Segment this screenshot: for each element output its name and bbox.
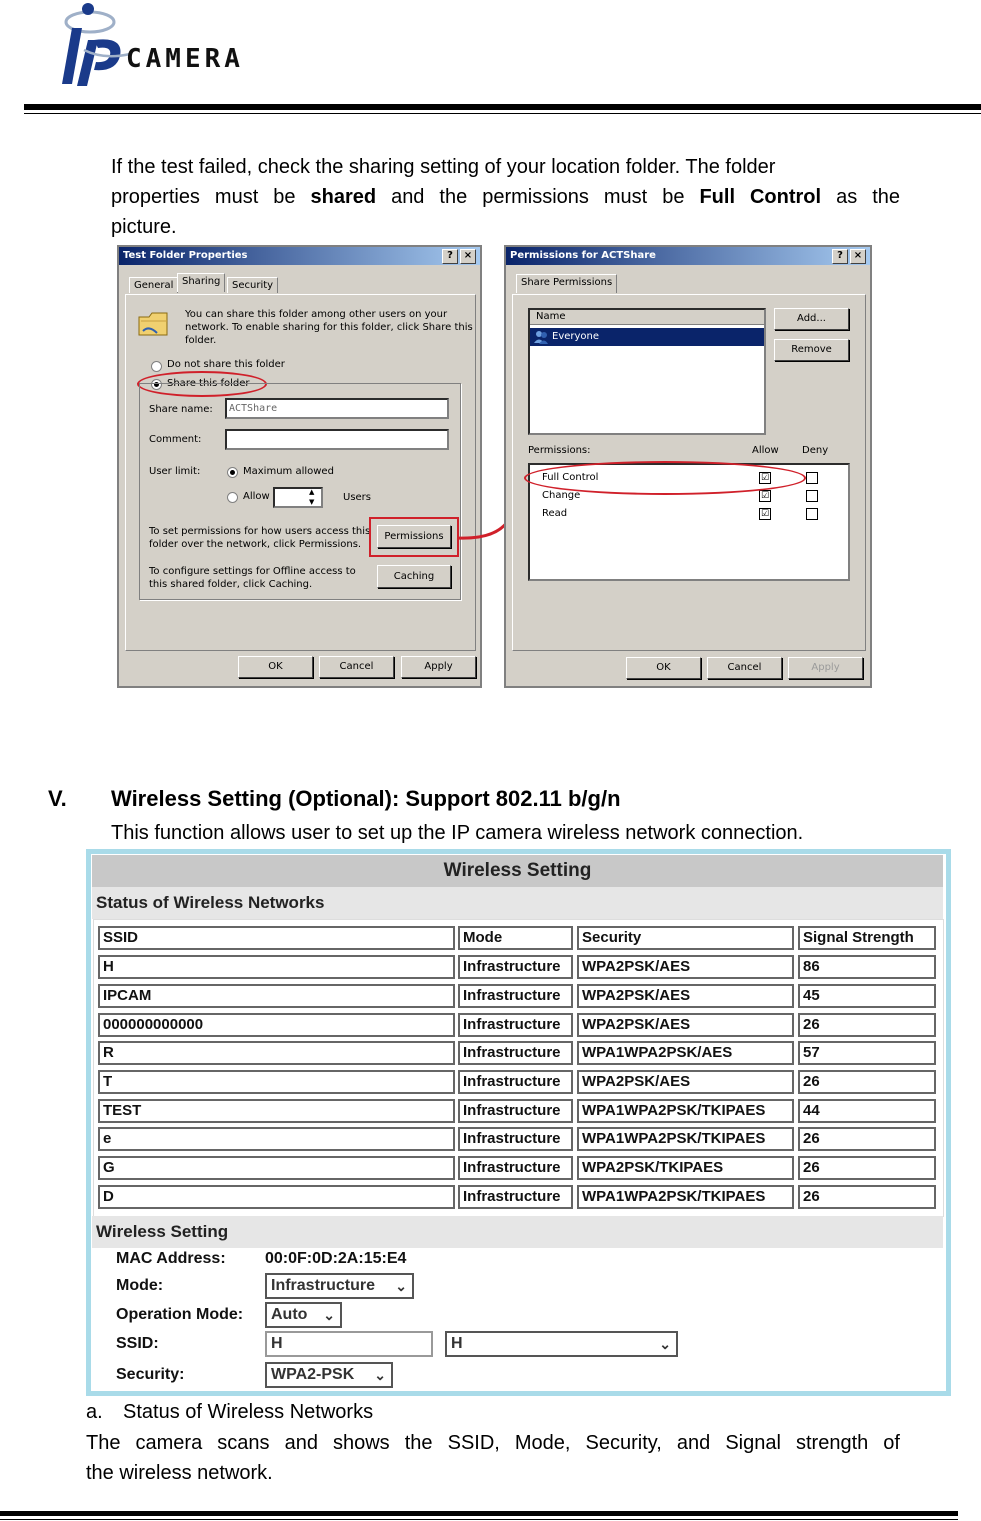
ssid-select-value: H — [451, 1335, 463, 1352]
sharing-description-1: You can share this folder among other users on your — [185, 309, 448, 320]
perm-row-change: Change — [542, 490, 581, 501]
mac-address-label: MAC Address: — [116, 1250, 226, 1267]
caching-text-2: this shared folder, click Caching. — [149, 579, 313, 590]
cell-mode: Infrastructure — [458, 1070, 573, 1094]
operation-mode-select[interactable] — [265, 1302, 342, 1328]
cell-ssid: R — [98, 1041, 455, 1065]
cell-signal: 57 — [798, 1041, 936, 1065]
section-description: This function allows user to set up the IP camera wireless network connection. — [111, 822, 804, 844]
subsection-marker: a. — [86, 1401, 103, 1423]
wireless-setting-subtitle: Wireless Setting — [92, 1216, 943, 1248]
intro-text: as the — [821, 186, 900, 208]
perm-row-full-control: Full Control — [542, 472, 599, 483]
cell-security: WPA1WPA2PSK/AES — [577, 1041, 794, 1065]
caching-button[interactable]: Caching — [377, 565, 451, 588]
tab-sharing[interactable]: Sharing — [177, 273, 225, 292]
operation-mode-label: Operation Mode: — [116, 1306, 244, 1323]
add-button[interactable]: Add... — [774, 308, 849, 330]
apply-button: Apply — [788, 657, 863, 679]
deny-column-label: Deny — [802, 445, 829, 456]
intro-line-1: If the test failed, check the sharing setting of your location folder. The folder — [111, 156, 776, 178]
ok-button[interactable]: OK — [626, 657, 701, 679]
intro-line-3: picture. — [111, 216, 177, 238]
operation-mode-value: Auto — [271, 1306, 308, 1323]
maximum-allowed-label: Maximum allowed — [243, 466, 334, 477]
name-header-label: Name — [536, 311, 566, 322]
perm-row-read: Read — [542, 508, 568, 519]
cell-security: WPA2PSK/AES — [577, 984, 794, 1008]
highlight-full-control-ring — [524, 461, 806, 495]
allow-label: Allow — [243, 491, 270, 502]
mac-address-value: 00:0F:0D:2A:15:E4 — [265, 1250, 407, 1267]
header-security: Security — [577, 926, 794, 950]
spinner-arrows-icon[interactable]: ▲ ▼ — [309, 488, 315, 506]
allow-column-label: Allow — [752, 445, 779, 456]
cancel-button[interactable]: Cancel — [319, 656, 394, 678]
folder-properties-dialog — [117, 245, 482, 688]
cell-security: WPA1WPA2PSK/TKIPAES — [577, 1127, 794, 1151]
cell-mode: Infrastructure — [458, 1013, 573, 1037]
cell-ssid: e — [98, 1127, 455, 1151]
cell-ssid: IPCAM — [98, 984, 455, 1008]
cell-signal: 45 — [798, 984, 936, 1008]
cell-signal: 26 — [798, 1185, 936, 1209]
header-signal-strength: Signal Strength — [798, 926, 936, 950]
ssid-label: SSID: — [116, 1335, 159, 1352]
section-number: V. — [48, 786, 67, 811]
apply-button[interactable]: Apply — [401, 656, 476, 678]
cell-ssid: TEST — [98, 1099, 455, 1123]
everyone-list-item[interactable] — [530, 328, 764, 346]
subsection-line-2: the wireless network. — [86, 1462, 273, 1484]
status-networks-title: Status of Wireless Networks — [92, 887, 943, 919]
footer-rule-thin — [0, 1519, 958, 1520]
sharing-description-3: folder. — [185, 335, 217, 346]
mode-label: Mode: — [116, 1277, 164, 1294]
cell-mode: Infrastructure — [458, 1041, 573, 1065]
permissions-titlebar: Permissions for ACTShare — [506, 247, 870, 265]
intro-text: properties must be — [111, 186, 311, 208]
ssid-select[interactable] — [445, 1331, 678, 1357]
cell-ssid: T — [98, 1070, 455, 1094]
read-deny-checkbox[interactable] — [806, 508, 818, 520]
remove-button[interactable]: Remove — [774, 339, 849, 361]
tab-general[interactable]: General — [129, 277, 178, 293]
help-button[interactable]: ? — [442, 249, 458, 264]
ssid-input[interactable]: H — [265, 1331, 433, 1357]
cell-mode: Infrastructure — [458, 1185, 573, 1209]
caching-text-1: To configure settings for Offline access to — [149, 566, 356, 577]
security-select[interactable] — [265, 1362, 393, 1388]
cell-mode: Infrastructure — [458, 955, 573, 979]
header-rule-thin — [24, 113, 981, 114]
change-allow-checkbox[interactable]: ☑ — [760, 491, 770, 501]
cell-ssid: D — [98, 1185, 455, 1209]
cell-signal: 26 — [798, 1127, 936, 1151]
intro-shared: shared — [310, 186, 377, 208]
cell-mode: Infrastructure — [458, 984, 573, 1008]
header-mode: Mode — [458, 926, 573, 950]
cell-ssid: 000000000000 — [98, 1013, 455, 1037]
allow-users-radio[interactable] — [227, 492, 238, 503]
cell-mode: Infrastructure — [458, 1127, 573, 1151]
tab-security[interactable]: Security — [227, 277, 278, 293]
header-ssid: SSID — [98, 926, 455, 950]
comment-label: Comment: — [149, 434, 202, 445]
permissions-button[interactable]: Permissions — [377, 525, 451, 548]
cell-mode: Infrastructure — [458, 1156, 573, 1180]
do-not-share-label: Do not share this folder — [167, 359, 285, 370]
cell-signal: 44 — [798, 1099, 936, 1123]
cell-security: WPA1WPA2PSK/TKIPAES — [577, 1099, 794, 1123]
everyone-label: Everyone — [552, 331, 600, 342]
security-value: WPA2-PSK — [271, 1366, 355, 1383]
comment-input[interactable] — [225, 429, 449, 450]
subsection-body — [86, 1428, 900, 1488]
intro-line-2 — [111, 182, 900, 212]
users-label: Users — [343, 492, 372, 503]
chevron-down-icon: ⌄ — [395, 1278, 407, 1294]
mode-value: Infrastructure — [271, 1277, 376, 1294]
do-not-share-radio[interactable] — [151, 361, 162, 372]
full-control-allow-checkbox[interactable]: ☑ — [760, 473, 770, 483]
allow-users-spinner[interactable] — [273, 487, 323, 508]
user-limit-label: User limit: — [149, 466, 201, 477]
permissions-text-1: To set permissions for how users access this — [149, 526, 371, 537]
shared-folder-icon — [137, 309, 169, 337]
security-label: Security: — [116, 1366, 185, 1383]
header-rule — [24, 104, 981, 110]
intro-paragraph — [111, 152, 900, 242]
close-button[interactable]: × — [850, 249, 866, 264]
full-control-deny-checkbox[interactable] — [806, 472, 818, 484]
cell-ssid: G — [98, 1156, 455, 1180]
cell-signal: 86 — [798, 955, 936, 979]
tab-share-permissions[interactable]: Share Permissions — [516, 274, 617, 293]
intro-full-control: Full Control — [699, 186, 822, 208]
cell-security: WPA1WPA2PSK/TKIPAES — [577, 1185, 794, 1209]
cell-security: WPA2PSK/AES — [577, 1013, 794, 1037]
cell-mode: Infrastructure — [458, 1099, 573, 1123]
help-button[interactable]: ? — [832, 249, 848, 264]
chevron-down-icon: ⌄ — [374, 1367, 386, 1383]
cell-signal: 26 — [798, 1013, 936, 1037]
section-heading: Wireless Setting (Optional): Support 802.11 b/g/n — [111, 786, 621, 811]
cell-security: WPA2PSK/TKIPAES — [577, 1156, 794, 1180]
change-deny-checkbox[interactable] — [806, 490, 818, 502]
cell-signal: 26 — [798, 1070, 936, 1094]
share-this-folder-label: Share this folder — [167, 378, 250, 389]
chevron-down-icon: ⌄ — [659, 1336, 671, 1352]
intro-text: and the permissions must be — [376, 186, 700, 208]
close-button[interactable]: × — [460, 249, 476, 264]
subsection-title: Status of Wireless Networks — [123, 1401, 374, 1423]
sharing-description-2: network. To enable sharing for this folder, click Share this — [185, 322, 473, 333]
ok-button[interactable]: OK — [238, 656, 313, 678]
logo-camera-text: CAMERA — [126, 44, 244, 74]
cancel-button[interactable]: Cancel — [707, 657, 782, 679]
share-name-input[interactable]: ACTShare — [225, 398, 449, 419]
cell-security: WPA2PSK/AES — [577, 955, 794, 979]
chevron-down-icon: ⌄ — [323, 1307, 335, 1323]
ip-camera-logo — [44, 0, 304, 90]
name-header[interactable] — [530, 310, 764, 325]
folder-properties-titlebar: Test Folder Properties — [119, 247, 480, 265]
read-allow-checkbox[interactable]: ☑ — [760, 509, 770, 519]
wireless-setting-title: Wireless Setting — [92, 855, 943, 887]
permissions-label: Permissions: — [528, 445, 591, 456]
cell-ssid: H — [98, 955, 455, 979]
mode-select[interactable] — [265, 1273, 414, 1299]
users-group-icon — [534, 330, 548, 344]
highlight-permissions-box — [369, 517, 459, 557]
share-name-label: Share name: — [149, 404, 213, 415]
subsection-line-1: The camera scans and shows the SSID, Mode, Security, and Signal strength of — [86, 1432, 900, 1454]
permissions-text-2: folder over the network, click Permissions. — [149, 539, 362, 550]
footer-rule — [0, 1511, 958, 1516]
maximum-allowed-radio[interactable] — [227, 467, 238, 478]
cell-signal: 26 — [798, 1156, 936, 1180]
permissions-dialog — [504, 245, 872, 688]
cell-security: WPA2PSK/AES — [577, 1070, 794, 1094]
